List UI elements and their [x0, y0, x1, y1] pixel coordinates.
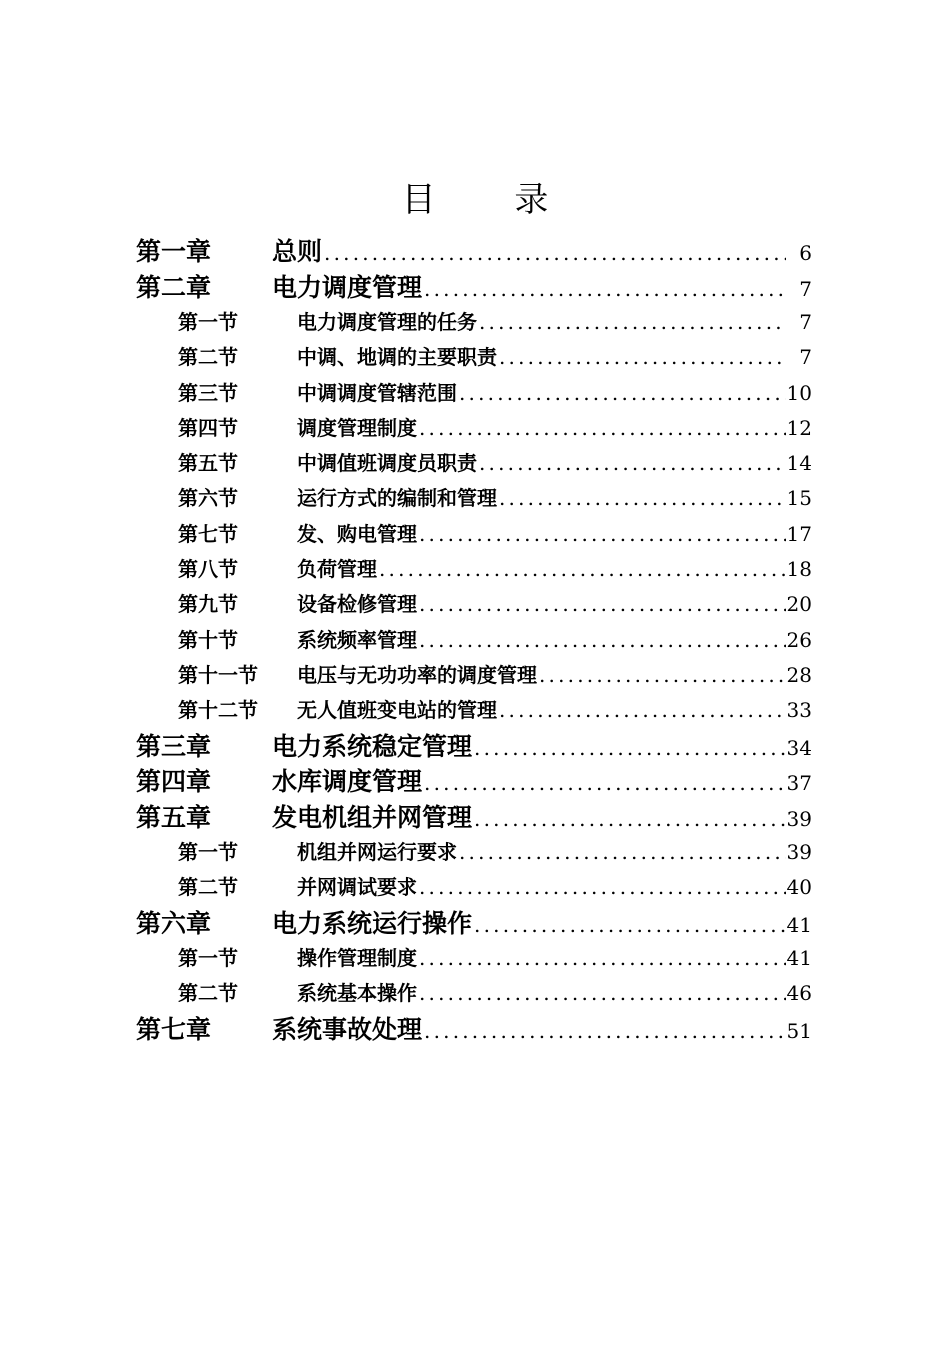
- toc-entry-page: 18: [786, 557, 812, 582]
- toc-entry-number: 第十节: [178, 627, 238, 652]
- toc-entry-section[interactable]: [136, 658, 812, 693]
- toc-entry-page: 15: [786, 486, 812, 511]
- toc-entry-number: 第三节: [178, 380, 238, 405]
- dot-leader: [472, 731, 786, 767]
- toc-entry-section[interactable]: [136, 976, 812, 1011]
- toc-entry-title: 运行方式的编制和管理: [297, 486, 497, 511]
- toc-entry-section[interactable]: [136, 623, 812, 658]
- toc-entry-number: 第五节: [178, 451, 238, 476]
- toc-entry-number: 第十二节: [178, 698, 258, 723]
- toc-entry-title: 发、购电管理: [297, 521, 417, 546]
- toc-entry-title: 设备检修管理: [297, 592, 417, 617]
- toc-entry-number: 第六章: [136, 908, 212, 938]
- toc-entry-section[interactable]: [136, 835, 812, 870]
- toc-entry-number: 第一节: [178, 946, 238, 971]
- toc-entry-page: 7: [799, 276, 812, 301]
- dot-leader: [457, 835, 786, 870]
- toc-entry-chapter[interactable]: [136, 270, 812, 306]
- toc-entry-page: 37: [786, 771, 812, 796]
- toc-entry-page: 51: [786, 1018, 812, 1043]
- toc-entry-page: 14: [786, 451, 812, 476]
- toc-entry-page: 20: [786, 592, 812, 617]
- toc-entry-page: 7: [799, 345, 812, 370]
- toc-entry-number: 第四节: [178, 415, 238, 440]
- dot-leader: [377, 552, 786, 587]
- toc-entry-number: 第四章: [136, 767, 212, 797]
- toc-entry-number: 第七章: [136, 1014, 212, 1044]
- dot-leader: [417, 517, 786, 552]
- toc-entry-title: 系统基本操作: [297, 981, 417, 1006]
- toc-entry-number: 第二节: [178, 981, 238, 1006]
- toc-entry-page: 26: [786, 627, 812, 652]
- toc-entry-chapter[interactable]: [136, 234, 812, 270]
- dot-leader: [477, 446, 786, 481]
- toc-entry-number: 第三章: [136, 731, 212, 761]
- toc-entry-page: 46: [786, 981, 812, 1006]
- toc-entry-section[interactable]: [136, 411, 812, 446]
- toc-entry-section[interactable]: [136, 693, 812, 728]
- toc-entry-title: 电力系统运行操作: [272, 908, 473, 938]
- toc-entry-page: 12: [786, 415, 812, 440]
- toc-entry-page: 33: [786, 698, 812, 723]
- toc-entry-number: 第五章: [136, 802, 212, 832]
- toc-entry-number: 第二章: [136, 272, 212, 302]
- dot-leader: [537, 658, 786, 693]
- toc-entry-section[interactable]: [136, 305, 812, 340]
- toc-entry-page: 10: [786, 380, 812, 405]
- dot-leader: [417, 411, 786, 446]
- dot-leader: [472, 802, 786, 838]
- dot-leader: [457, 376, 786, 411]
- toc-entry-page: 39: [786, 806, 812, 831]
- toc-entry-page: 34: [786, 735, 812, 760]
- dot-leader: [497, 340, 786, 375]
- toc-entry-number: 第一节: [178, 310, 238, 334]
- toc-entry-number: 第一章: [136, 237, 212, 266]
- toc-entry-number: 第九节: [178, 592, 238, 617]
- toc-entry-chapter[interactable]: [136, 764, 812, 800]
- toc-entry-section[interactable]: [136, 481, 812, 516]
- toc-entry-title: 中调、地调的主要职责: [297, 345, 497, 370]
- toc-entry-section[interactable]: [136, 552, 812, 587]
- toc-entry-chapter[interactable]: [136, 729, 812, 765]
- toc-entry-number: 第六节: [178, 486, 238, 511]
- toc-entry-section[interactable]: [136, 446, 812, 481]
- toc-entry-page: 40: [786, 875, 812, 900]
- dot-leader: [417, 623, 786, 658]
- toc-entry-section[interactable]: [136, 376, 812, 411]
- toc-entry-title: 电力调度管理: [272, 272, 423, 302]
- toc-entry-section[interactable]: [136, 340, 812, 375]
- toc-entry-title: 负荷管理: [297, 557, 377, 582]
- toc-entry-number: 第二节: [178, 875, 238, 900]
- toc-entry-title: 中调值班调度员职责: [297, 451, 477, 476]
- toc-entry-page: 7: [799, 310, 812, 334]
- toc-entry-page: 39: [786, 840, 812, 865]
- dot-leader: [497, 693, 786, 728]
- toc-entry-page: 28: [786, 662, 812, 687]
- page-title: 目 录: [401, 180, 583, 220]
- toc-entry-title: 系统频率管理: [297, 627, 417, 652]
- toc-entry-section[interactable]: [136, 941, 812, 976]
- dot-leader: [497, 481, 786, 516]
- dot-leader: [422, 272, 786, 308]
- toc-entry-title: 无人值班变电站的管理: [297, 698, 497, 723]
- toc-entry-number: 第二节: [178, 345, 238, 370]
- toc-entry-page: 17: [786, 521, 812, 546]
- toc-entry-title: 调度管理制度: [297, 415, 417, 440]
- dot-leader: [472, 908, 786, 944]
- toc-entry-title: 中调调度管辖范围: [297, 380, 457, 405]
- toc-entry-chapter[interactable]: [136, 1012, 812, 1048]
- toc-entry-title: 电压与无功功率的调度管理: [297, 662, 537, 687]
- toc-entry-chapter[interactable]: [136, 906, 812, 942]
- toc-entry-title: 水库调度管理: [272, 767, 423, 797]
- toc-entry-page: 41: [786, 946, 812, 971]
- toc-entry-title: 机组并网运行要求: [297, 840, 457, 865]
- toc-entry-title: 并网调试要求: [297, 875, 417, 900]
- toc-entry-title: 电力系统稳定管理: [272, 731, 473, 761]
- dot-leader: [422, 766, 786, 802]
- table-of-contents: [136, 234, 812, 1047]
- dot-leader: [322, 236, 786, 272]
- toc-entry-number: 第一节: [178, 840, 238, 865]
- dot-leader: [422, 1014, 786, 1050]
- toc-entry-title: 电力调度管理的任务: [297, 310, 477, 334]
- toc-entry-number: 第八节: [178, 557, 238, 582]
- toc-entry-section[interactable]: [136, 517, 812, 552]
- dot-leader: [477, 305, 786, 340]
- toc-entry-page: 41: [786, 912, 812, 937]
- toc-entry-section[interactable]: [136, 870, 812, 905]
- toc-entry-number: 第十一节: [178, 662, 258, 687]
- dot-leader: [417, 870, 786, 905]
- toc-entry-chapter[interactable]: [136, 800, 812, 836]
- dot-leader: [417, 587, 786, 622]
- toc-entry-section[interactable]: [136, 587, 812, 622]
- dot-leader: [417, 941, 786, 976]
- toc-entry-number: 第七节: [178, 521, 238, 546]
- toc-entry-title: 操作管理制度: [297, 946, 417, 971]
- dot-leader: [417, 976, 786, 1011]
- toc-entry-title: 系统事故处理: [272, 1014, 423, 1044]
- toc-entry-page: 6: [799, 241, 812, 265]
- toc-entry-title: 发电机组并网管理: [272, 802, 473, 832]
- toc-entry-title: 总则: [272, 237, 323, 266]
